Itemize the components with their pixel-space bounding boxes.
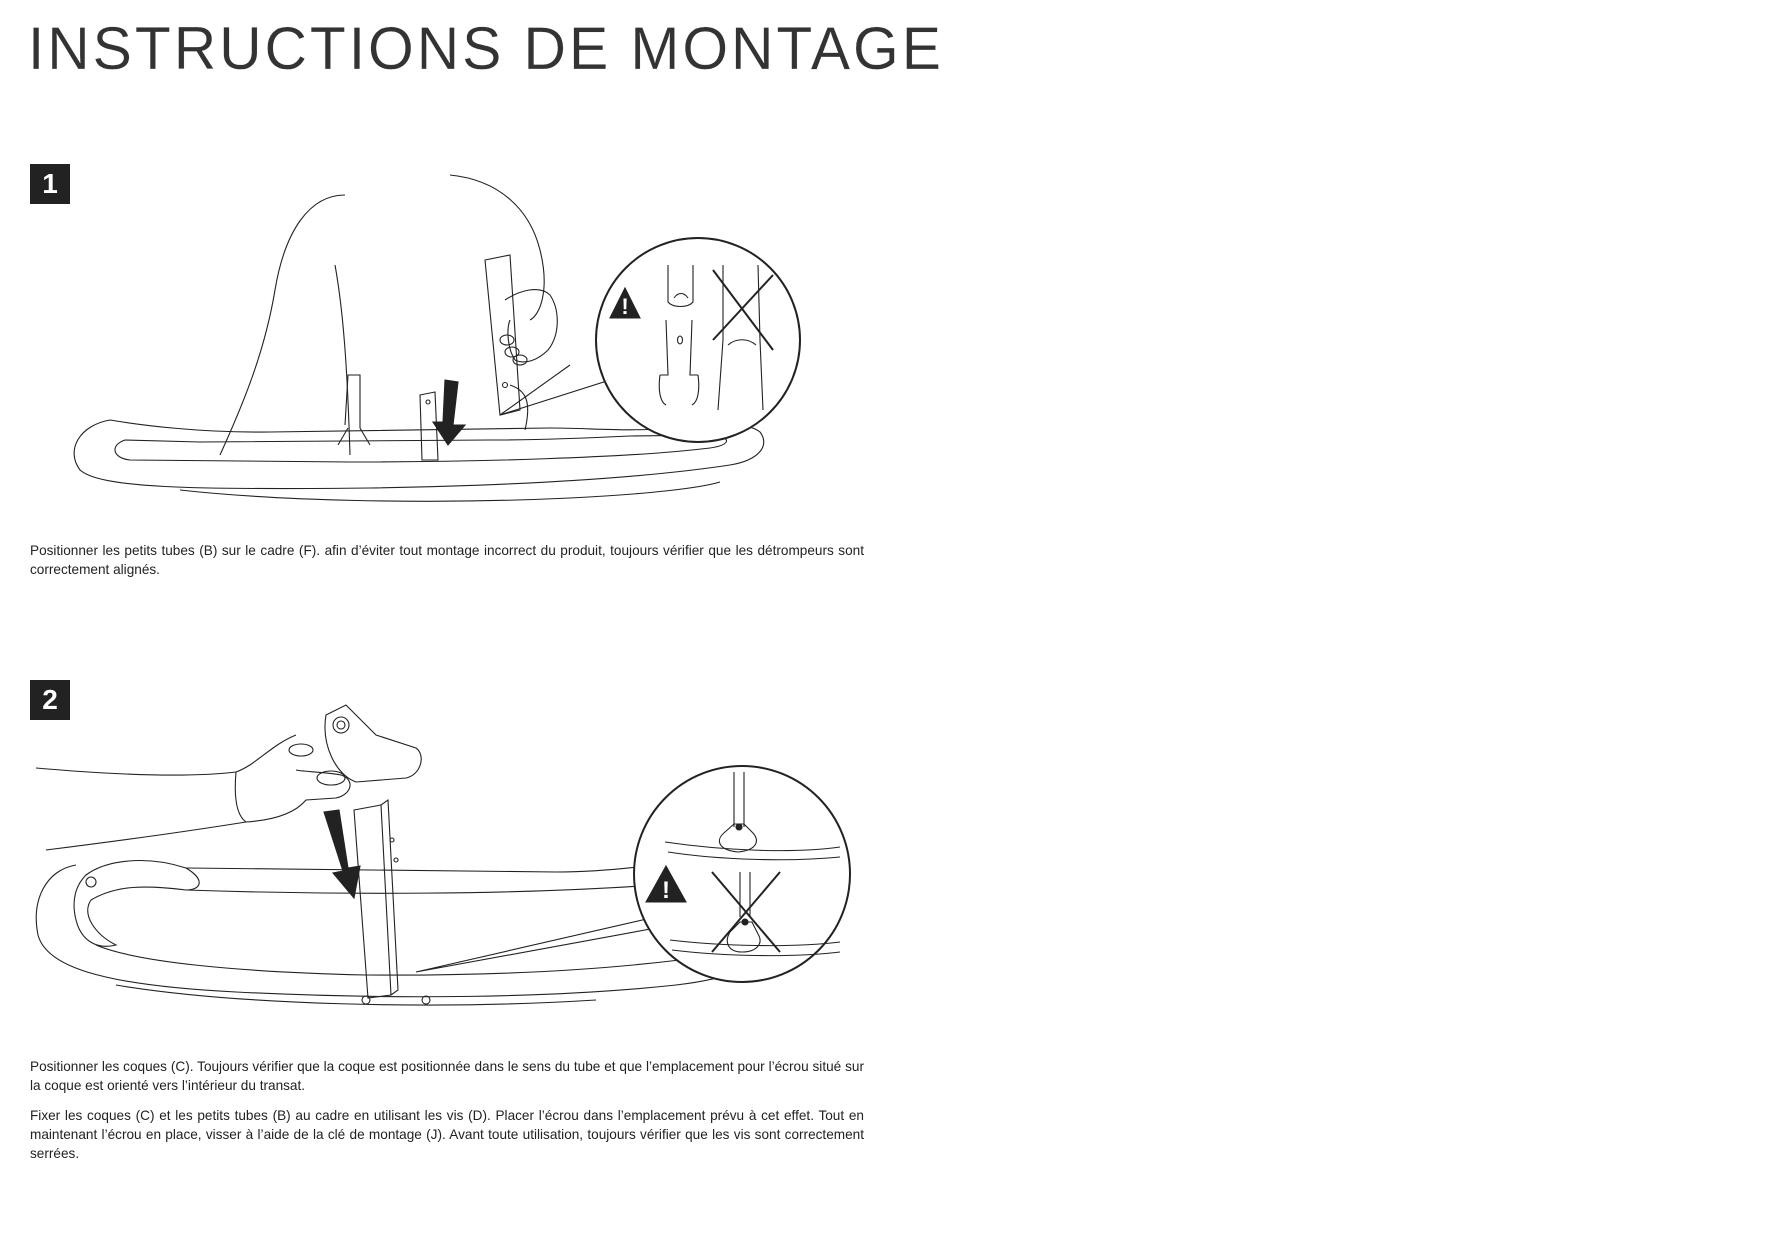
step-1-paragraph: Positionner les petits tubes (B) sur le cadre (F). afin d’éviter tout montage incorrect du produit, toujours vérifier que les détrompeurs sont correctement alignés. bbox=[30, 543, 864, 577]
step-1-badge: 1 bbox=[30, 164, 70, 204]
tube-b bbox=[354, 805, 391, 998]
person-outline bbox=[220, 195, 345, 455]
step-2-paragraph-2: Fixer les coques (C) et les petits tubes (B) au cadre en utilisant les vis (D). Placer l’écrou dans l’emplacement prévu à cet effet. Tout en maintenant l’écrou en place, visser à l’aide de la clé de montage (J). Avant toute utilisation, toujours vérifier que les vis sont correctement serrées. bbox=[30, 1108, 864, 1161]
down-arrow-icon bbox=[433, 380, 465, 445]
step-2-detail-zoom bbox=[630, 762, 860, 992]
step-1-detail-zoom bbox=[588, 230, 808, 450]
page-title: INSTRUCTIONS DE MONTAGE bbox=[28, 15, 944, 82]
warning-glyph: ! bbox=[662, 877, 670, 904]
arm-outline bbox=[36, 735, 296, 775]
step-2-paragraph-1: Positionner les coques (C). Toujours vérifier que la coque est positionnée dans le sens du tube et que l’emplacement pour l’écrou situé sur la coque est orienté vers l’intérieur du transat. bbox=[30, 1059, 864, 1093]
step-2-badge: 2 bbox=[30, 680, 70, 720]
coque-c bbox=[325, 705, 421, 782]
warning-glyph: ! bbox=[621, 294, 629, 319]
tube-b bbox=[485, 255, 520, 415]
